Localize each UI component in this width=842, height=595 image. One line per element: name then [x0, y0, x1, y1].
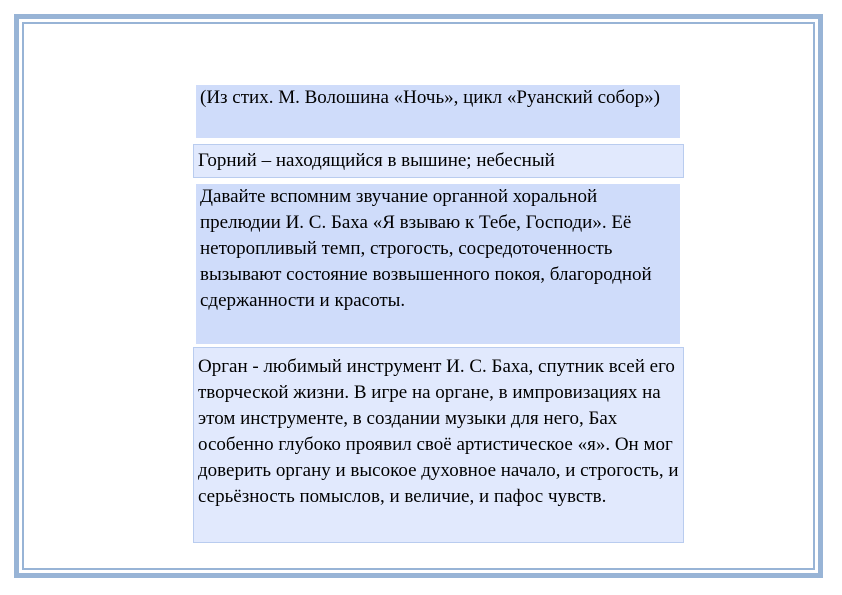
- prelude-paragraph-box: Давайте вспомним звучание органной хоральной прелюдии И. С. Баха «Я взываю к Тебе, Господи». Её неторопливый темп, строгость, сосредоточенность вызывают состояние возвышенного покоя, благородной сдержанности и красоты.: [196, 184, 680, 344]
- organ-paragraph-box: Орган - любимый инструмент И. С. Баха, спутник всей его творческой жизни. В игре на органе, в импровизациях на этом инструменте, в создании музыки для него, Бах особенно глубоко проявил своё артистическое «я». Он мог доверить органу и высокое духовное начало, и строгость, и серьёзность помыслов, и величие, и пафос чувств.: [193, 347, 684, 543]
- definition-box: Горний – находящийся в вышине; небесный: [193, 144, 684, 178]
- quote-source-box: (Из стих. М. Волошина «Ночь», цикл «Руанский собор»): [196, 85, 680, 138]
